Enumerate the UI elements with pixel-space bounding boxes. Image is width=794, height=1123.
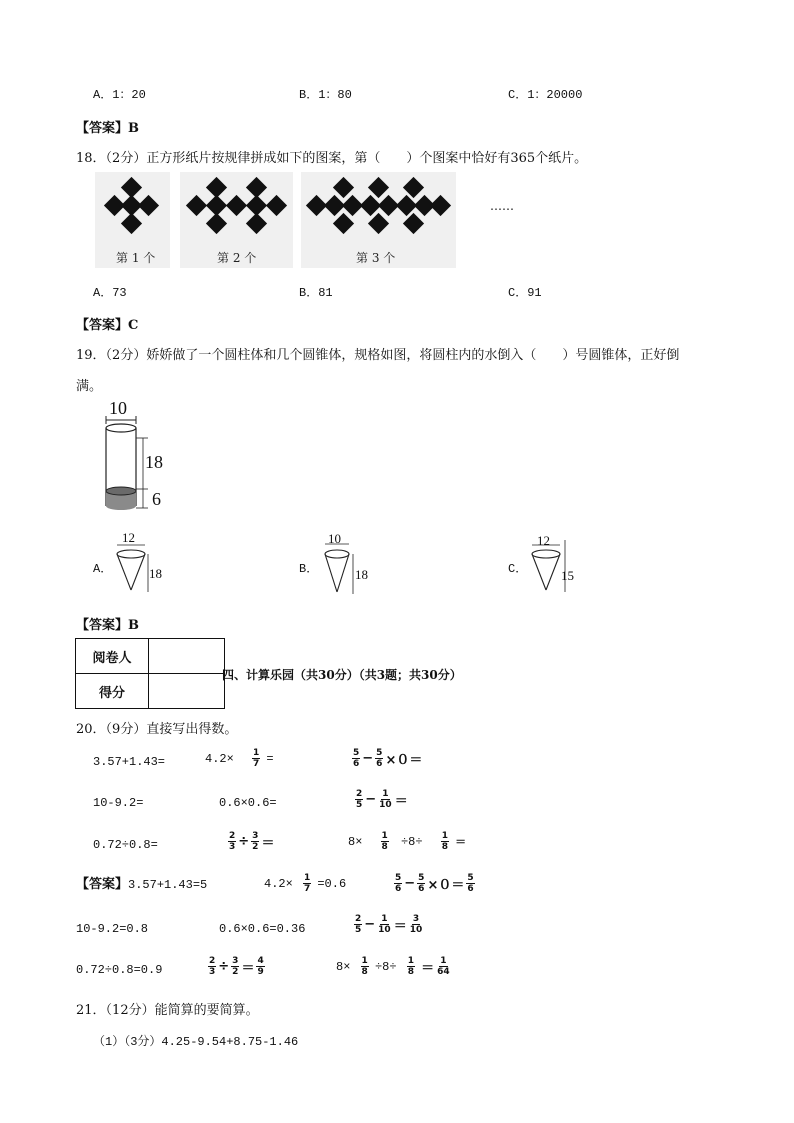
answer-line: 【答案】B (76, 121, 139, 136)
square-tile (333, 213, 354, 234)
grader-cell[interactable] (149, 639, 225, 674)
question-20-stem: 20．（9分）直接写出得数。 (76, 722, 238, 737)
expr: 4.2× $\frac{1}{7}$ = (205, 748, 274, 769)
option-a-label: A． (93, 562, 113, 576)
cone-c-diameter: 12 (537, 533, 550, 548)
answer-expr: $\frac{5}{6}$ − $\frac{5}{6}$ ×０＝ $\frac{5}{6}$ (395, 873, 474, 894)
expr: 8× $\frac{1}{8}$ ÷8÷ $\frac{1}{8}$ ＝ (348, 831, 467, 852)
question-18-stem: 18．（2分）正方形纸片按规律拼成如下的图案，第（ ）个图案中恰好有365个纸片。 (76, 151, 588, 166)
cone-b-height: 18 (355, 567, 368, 582)
score-cell[interactable] (149, 674, 225, 709)
option-c-label: C． (508, 562, 528, 576)
expr: $\frac{2}{3}$ ÷ $\frac{3}{2}$ ＝ (229, 831, 275, 852)
cone-c-figure (527, 530, 582, 600)
cone-a-figure (112, 530, 162, 600)
expr: 3.57+1.43= (93, 755, 166, 769)
cone-a-diameter: 12 (122, 530, 135, 545)
answer-expr: $\frac{2}{5}$ − $\frac{1}{10}$ ＝ $\frac{3}{10}$ (355, 914, 423, 935)
option-a: A．73 (93, 286, 127, 300)
option-b-label: B． (299, 562, 319, 576)
answer-line: 【答案】C (76, 318, 139, 333)
answer-expr: $\frac{2}{3}$ ÷ $\frac{3}{2}$ ＝ $\frac{4}{9}$ (209, 956, 264, 977)
option-c: C．91 (508, 286, 542, 300)
square-tile (368, 213, 389, 234)
square-tile (138, 195, 159, 216)
cylinder-figure (96, 398, 176, 518)
square-tile (430, 195, 451, 216)
option-b: B．81 (299, 286, 333, 300)
question-21-stem: 21．（12分）能简算的要简算。 (76, 1003, 259, 1018)
sub-question-1: （1）（3分）4.25-9.54+8.75-1.46 (93, 1035, 299, 1049)
answer-expr: 10-9.2=0.8 (76, 922, 149, 936)
answer-expr: 0.6×0.6=0.36 (219, 922, 306, 936)
option-b: B．1：80 (299, 88, 352, 102)
answer-block: 【答案】3.57+1.43=5 (76, 877, 208, 892)
expr: $\frac{5}{6}$ − $\frac{5}{6}$ ×０＝ (353, 748, 423, 769)
answer-expr: 4.2× $\frac{1}{7}$ =0.6 (264, 873, 347, 894)
section-title: 四、计算乐园（共30分）（共3题；共30分） (222, 668, 462, 682)
expr: 10-9.2= (93, 796, 144, 810)
expr: 0.72÷0.8= (93, 838, 158, 852)
answer-line: 【答案】B (76, 618, 139, 633)
square-tile (186, 195, 207, 216)
square-tile (266, 195, 287, 216)
grader-table (75, 638, 225, 709)
pattern-1-label: 第 1 个 (116, 251, 156, 265)
option-a: A．1：20 (93, 88, 146, 102)
option-c: C．1：20000 (508, 88, 583, 102)
score-label: 得分 (76, 674, 149, 709)
square-tile (121, 213, 142, 234)
ellipsis: …… (490, 199, 514, 213)
expr: 0.6×0.6= (219, 796, 277, 810)
cylinder-diameter: 10 (109, 398, 127, 418)
cone-a-height: 18 (149, 566, 162, 581)
question-19-stem-cont: 满。 (76, 379, 103, 394)
expr: $\frac{2}{5}$ − $\frac{1}{10}$ ＝ (356, 789, 408, 810)
pattern-2-label: 第 2 个 (217, 251, 257, 265)
cone-b-diameter: 10 (328, 531, 341, 546)
pattern-3-label: 第 3 个 (356, 251, 396, 265)
answer-expr: 0.72÷0.8=0.9 (76, 963, 163, 977)
square-tile (226, 195, 247, 216)
water-height: 6 (152, 489, 161, 509)
answer-expr: 8× $\frac{1}{8}$ ÷8÷ $\frac{1}{8}$ ＝ $\frac{1}{64}$ (336, 956, 450, 977)
cone-c-height: 15 (561, 568, 574, 583)
cylinder-height: 18 (145, 452, 163, 472)
square-tile (206, 213, 227, 234)
grader-label: 阅卷人 (76, 639, 149, 674)
square-tile (246, 213, 267, 234)
question-19-stem: 19．（2分）娇娇做了一个圆柱体和几个圆锥体，规格如图，将圆柱内的水倒入（ ）号圆锥体，正好倒 (76, 348, 680, 363)
